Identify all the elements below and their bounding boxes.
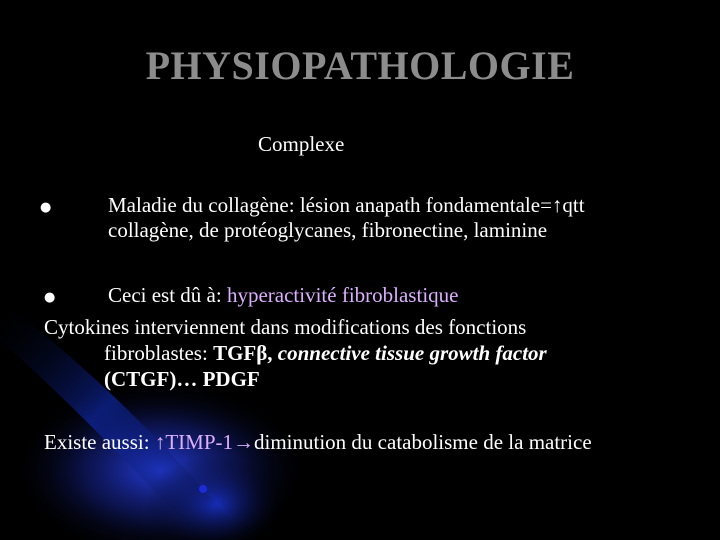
timp-highlight: ↑TIMP-1→ [154, 430, 254, 454]
timp-line [44, 430, 592, 455]
point1-line1: Maladie du collagène: lésion anapath fondamentale=↑qtt [108, 193, 585, 217]
blue-dot [199, 485, 207, 493]
point2-line [108, 283, 458, 308]
bullet-point-2: ● [44, 290, 56, 305]
point1-line2: collagène, de protéoglycanes, fibronectine, laminine [108, 218, 548, 242]
cytokines-line1: Cytokines interviennent dans modifications des fonctions [44, 315, 527, 339]
slide-title: PHYSIOPATHOLOGIE [145, 43, 575, 88]
cytokines-tgf-beta: TGFβ, [213, 341, 278, 365]
bullet-point-1: ● [40, 200, 52, 215]
cytokines-ctgf-name: connective tissue growth factor [277, 341, 547, 365]
cytokines-line2-plain: fibroblastes: [104, 341, 214, 365]
slide-subtitle: Complexe [258, 132, 345, 156]
timp-prefix: Existe aussi: [44, 430, 155, 454]
cytokines-line3: (CTGF)… PDGF [104, 367, 260, 391]
point2-highlight: hyperactivité fibroblastique [226, 283, 459, 307]
point2-prefix: Ceci est dû à: [108, 283, 227, 307]
timp-suffix: diminution du catabolisme de la matrice [254, 430, 592, 454]
cytokines-line2 [104, 341, 547, 366]
